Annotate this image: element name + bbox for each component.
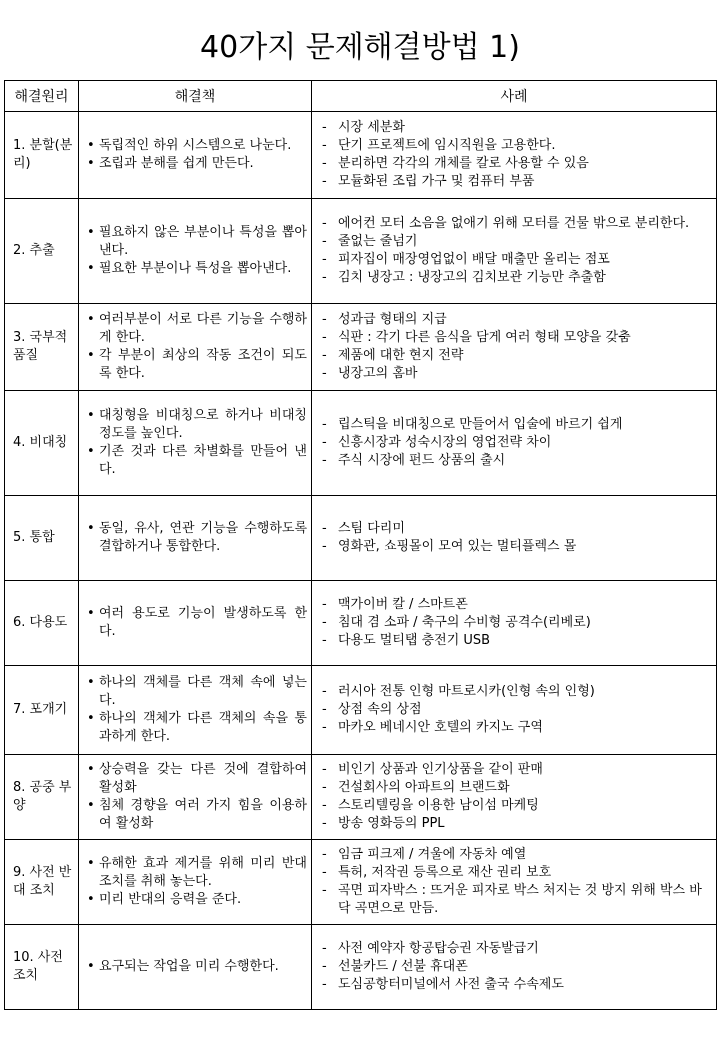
solution-list [83,605,307,641]
table-row [5,581,717,666]
solution-item: • 독립적인 하위 시스템으로 나눈다. [99,137,307,155]
principle-cell [5,496,79,581]
examples-cell [312,304,717,391]
principle-cell [5,755,79,840]
header-solution: 해결책 [79,81,312,112]
principle-cell [5,581,79,666]
table-row [5,199,717,304]
table-row [5,496,717,581]
principle-cell [5,666,79,755]
solution-list [83,137,307,173]
example-item: - 식판 : 각기 다른 음식을 담게 여러 형태 모양을 갖춤 [338,329,712,347]
principle-label: 6. 다용도 [13,615,68,630]
solution-cell [79,304,312,391]
examples-cell [312,391,717,496]
solution-list [83,958,307,976]
example-item: - 건설회사의 아파트의 브랜드화 [338,779,712,797]
example-item: - 단기 프로젝트에 임시직원을 고용한다. [338,137,712,155]
principle-label: 3. 국부적 품질 [13,330,68,363]
solution-item: • 기존 것과 다른 차별화를 만들어 낸다. [99,443,307,479]
solution-item: • 하나의 객체가 다른 객체의 속을 통과하게 한다. [99,710,307,746]
table-row [5,666,717,755]
principle-label: 4. 비대칭 [13,435,68,450]
solution-item: • 필요한 부분이나 특성을 뽑아낸다. [99,260,307,278]
principle-cell [5,199,79,304]
solution-cell [79,755,312,840]
solution-list [83,407,307,479]
example-item: - 선불카드 / 선불 휴대폰 [338,958,712,976]
solution-item: • 상승력을 갖는 다른 것에 결합하여 활성화 [99,761,307,797]
solution-item: • 대칭형을 비대칭으로 하거나 비대칭 정도를 높인다. [99,407,307,443]
solution-item: • 침체 경향을 여러 가지 힘을 이용하여 활성화 [99,797,307,833]
principle-label: 10. 사전 조치 [13,950,63,983]
solution-item: • 미리 반대의 응력을 준다. [99,891,307,909]
examples-list [316,520,712,556]
example-item: - 영화관, 쇼핑몰이 모여 있는 멀티플렉스 몰 [338,538,712,556]
example-item: - 립스틱을 비대칭으로 만들어서 입술에 바르기 쉽게 [338,416,712,434]
examples-list [316,596,712,650]
principle-label: 8. 공중 부양 [13,780,72,813]
solution-item: • 조립과 분해를 쉽게 만든다. [99,155,307,173]
table-row [5,112,717,199]
solution-cell [79,840,312,925]
example-item: - 침대 겸 소파 / 축구의 수비형 공격수(리베로) [338,614,712,632]
example-item: - 비인기 상품과 인기상품을 같이 판매 [338,761,712,779]
example-item: - 스토리텔링을 이용한 남이섬 마케팅 [338,797,712,815]
principle-label: 9. 사전 반대 조치 [13,865,72,898]
page-title: 40가지 문제해결방법 1) [200,30,520,65]
principle-label: 1. 분할(분리) [13,138,73,171]
example-item: - 방송 영화등의 PPL [338,815,712,833]
solution-cell [79,581,312,666]
principle-cell [5,391,79,496]
header-examples: 사례 [312,81,717,112]
solution-list [83,224,307,278]
example-item: - 임금 피크제 / 겨울에 자동차 예열 [338,846,712,864]
example-item: - 곡면 피자박스 : 뜨거운 피자로 박스 처지는 것 방지 위해 박스 바닥 곡면으로 만듬. [338,882,712,918]
example-item: - 모듈화된 조립 가구 및 컴퓨터 부품 [338,173,712,191]
example-item: - 피자집이 매장영업없이 배달 매출만 올리는 점포 [338,251,712,269]
example-item: - 특허, 저작권 등록으로 재산 권리 보호 [338,864,712,882]
table-row [5,304,717,391]
examples-cell [312,666,717,755]
solution-cell [79,496,312,581]
examples-list [316,940,712,994]
example-item: - 제품에 대한 현지 전략 [338,347,712,365]
table-header-row [5,81,717,112]
example-item: - 맥가이버 칼 / 스마트폰 [338,596,712,614]
solution-item: • 필요하지 않은 부분이나 특성을 뽑아낸다. [99,224,307,260]
principle-label: 2. 추출 [13,243,55,258]
table-row [5,391,717,496]
example-item: - 줄없는 줄넘기 [338,233,712,251]
table-row [5,755,717,840]
solution-list [83,520,307,556]
solution-cell [79,199,312,304]
solution-cell [79,391,312,496]
example-item: - 분리하면 각각의 개체를 칼로 사용할 수 있음 [338,155,712,173]
solution-item: • 하나의 객체를 다른 객체 속에 넣는다. [99,674,307,710]
principle-cell [5,840,79,925]
example-item: - 다용도 멀티탭 충전기 USB [338,632,712,650]
solution-item: • 여러부분이 서로 다른 기능을 수행하게 한다. [99,311,307,347]
examples-list [316,311,712,383]
example-item: - 냉장고의 홈바 [338,365,712,383]
examples-cell [312,925,717,1010]
examples-cell [312,840,717,925]
examples-list [316,416,712,470]
examples-list [316,846,712,918]
example-item: - 마카오 베네시안 호텔의 카지노 구역 [338,719,712,737]
table-row [5,925,717,1010]
examples-list [316,215,712,287]
principle-label: 7. 포개기 [13,702,68,717]
solution-item: • 각 부분이 최상의 작동 조건이 되도록 한다. [99,347,307,383]
examples-cell [312,755,717,840]
solution-cell [79,925,312,1010]
example-item: - 신흥시장과 성숙시장의 영업전략 차이 [338,434,712,452]
principle-cell [5,304,79,391]
solution-list [83,674,307,746]
examples-cell [312,199,717,304]
principle-cell [5,112,79,199]
solution-item: • 여러 용도로 기능이 발생하도록 한다. [99,605,307,641]
solution-cell [79,666,312,755]
examples-cell [312,581,717,666]
examples-list [316,683,712,737]
table-row [5,840,717,925]
solution-cell [79,112,312,199]
examples-cell [312,496,717,581]
solution-list [83,761,307,833]
solution-item: • 유해한 효과 제거를 위해 미리 반대조치를 취해 놓는다. [99,855,307,891]
example-item: - 도심공항터미널에서 사전 출국 수속제도 [338,976,712,994]
examples-cell [312,112,717,199]
example-item: - 사전 예약자 항공탑승권 자동발급기 [338,940,712,958]
principle-cell [5,925,79,1010]
example-item: - 주식 시장에 펀드 상품의 출시 [338,452,712,470]
solution-item: • 요구되는 작업을 미리 수행한다. [99,958,307,976]
examples-list [316,119,712,191]
solution-item: • 동일, 유사, 연관 기능을 수행하도록 결합하거나 통합한다. [99,520,307,556]
example-item: - 러시아 전통 인형 마트로시카(인형 속의 인형) [338,683,712,701]
solution-list [83,855,307,909]
example-item: - 성과급 형태의 지급 [338,311,712,329]
example-item: - 시장 세분화 [338,119,712,137]
example-item: - 에어컨 모터 소음을 없애기 위해 모터를 건물 밖으로 분리한다. [338,215,712,233]
example-item: - 김치 냉장고 : 냉장고의 김치보관 기능만 추출함 [338,269,712,287]
example-item: - 상점 속의 상점 [338,701,712,719]
principle-label: 5. 통합 [13,530,55,545]
example-item: - 스팀 다리미 [338,520,712,538]
solution-list [83,311,307,383]
problem-solving-table [4,80,717,1010]
examples-list [316,761,712,833]
header-principle: 해결원리 [5,81,79,112]
